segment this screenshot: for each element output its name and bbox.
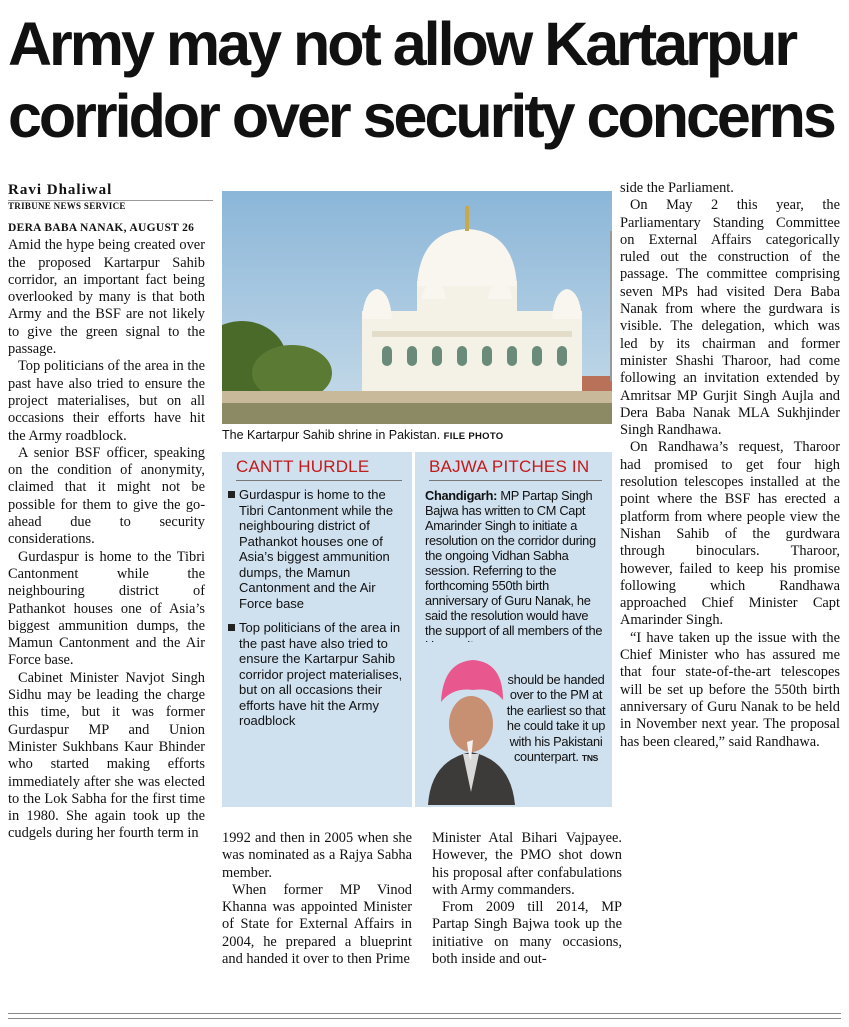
caption-text: The Kartarpur Sahib shrine in Pakistan. (222, 428, 441, 442)
box-credit: TNS (581, 753, 599, 764)
paragraph: On Randhawa’s request, Tharoor had promised to get four high resolution telescopes installed at the point where the BSF has erected a platform from where people view the Nishan Sahib of the gurdwara through binoculars. Tharoor, however, failed to keep his promise following which Randhawa approached Chief Minister Capt Amarinder Singh. (620, 439, 840, 629)
bullet-item: Gurdaspur is home to the Tibri Cantonment while the neighbouring district of Pathankot houses one of Asia’s biggest ammunition dumps, the Mamun Cantonment and the Air Force base (239, 487, 408, 611)
box-text-continued (503, 672, 609, 766)
paragraph: Amid the hype being created over the proposed Kartarpur Sahib corridor, an important fact being overlooked by many is that both Army and the BSF are not likely to give the green signal to the passage. (8, 237, 205, 358)
bajwa-pitches-in-box (415, 452, 612, 807)
divider (429, 480, 602, 481)
dateline: DERA BABA NANAK, AUGUST 26 (8, 222, 195, 234)
article-column-2 (222, 830, 412, 968)
article-column-3 (432, 830, 622, 968)
byline (8, 182, 213, 211)
paragraph: A senior BSF officer, speaking on the condition of anonymity, claimed that it might not be possible for them to give the go-ahead due to security considerations. (8, 444, 205, 548)
cantt-hurdle-box (222, 452, 412, 807)
bullet-list (222, 487, 412, 729)
headline-line-1: Army may not allow Kartarpur (8, 10, 796, 78)
box-title: CANTT HURDLE (236, 457, 370, 476)
box-body: MP Partap Singh Bajwa has written to CM Capt Amarinder Singh to initiate a resolution on the corridor during the ongoing Vidhan Sabha session. Referring to the forthcoming 550th birth anniversary of Guru Nanak, he said the resolution would have the support of all members of the (425, 488, 603, 638)
paragraph: 1992 and then in 2005 when she was nominated as a Rajya Sabha member. (222, 830, 412, 881)
box-title: BAJWA PITCHES IN (429, 457, 590, 476)
bullet-item: Top politicians of the area in the past have also tried to ensure the Kartarpur Sahib corridor project materialises, but on all occasions their efforts have hit the Army roadblock (239, 620, 408, 729)
paragraph: On May 2 this year, the Parliamentary Standing Committee on External Affairs categorically ruled out the construction of the passage. The committee comprising seven MPs had visited Dera Baba Nanak from where the gurdwara is visible. The delegation, which was led by its chairman and former minister Shashi Tharoor, had come following an invitation extended by Amritsar MP Gurjit Singh Aujla and Dera Baba Nanak MLA Sukhjinder Singh Randhawa. (620, 197, 840, 439)
box-lead: Chandigarh: (425, 488, 498, 503)
article-column-1 (8, 220, 205, 843)
headline (8, 8, 843, 152)
shrine-photo (222, 191, 612, 424)
box-text (425, 488, 606, 653)
author-name: Ravi Dhaliwal (8, 182, 213, 201)
paragraph: Gurdaspur is home to the Tibri Cantonment while the neighbouring district of Pathankot houses one of Asia’s biggest ammunition dumps, the Mamun Cantonment and the Air Force base. (8, 548, 205, 669)
article-column-4 (620, 180, 840, 751)
paragraph: From 2009 till 2014, MP Partap Singh Bajwa took up the initiative on many occasions, both inside and out- (432, 899, 622, 968)
paragraph: Minister Atal Bihari Vajpayee. However, the PMO shot down his proposal after confabulations with Army commanders. (432, 830, 622, 898)
paragraph: Cabinet Minister Navjot Singh Sidhu may be leading the charge this time, but it was former Gurdaspur MP and Union Minister Sukhbans Kaur Bhinder who started making efforts immediately after she was elected to the Lok Sabha for the first time in 1980. She again took up the cudgels during her fourth term in (8, 669, 205, 842)
paragraph: Top politicians of the area in the past have also tried to ensure the project materialises, but on all occasions their efforts have hit the Army roadblock. (8, 358, 205, 444)
headline-line-2: corridor over security concerns (8, 82, 834, 150)
page-bottom-rule (8, 1013, 841, 1019)
paragraph: “I have taken up the issue with the Chief Minister who has assured me that four state-of-the-art telescopes will be set up before the 550th birth anniversary of Guru Nanak to be held in November next year. The proposal has been cleared,” said Randhawa. (620, 629, 840, 750)
box-body-2: should be handed over to the PM at the earliest so that he could take it up with his Pakistani counterpart. (506, 672, 606, 765)
divider (236, 480, 402, 481)
news-service: TRIBUNE NEWS SERVICE (8, 201, 126, 211)
photo-credit: FILE PHOTO (443, 431, 504, 442)
photo-caption (222, 428, 612, 442)
paragraph: When former MP Vinod Khanna was appointed Minister of State for External Affairs in 2004, he prepared a blueprint and handed it over to then Prime (222, 881, 412, 968)
paragraph: side the Parliament. (620, 180, 734, 196)
